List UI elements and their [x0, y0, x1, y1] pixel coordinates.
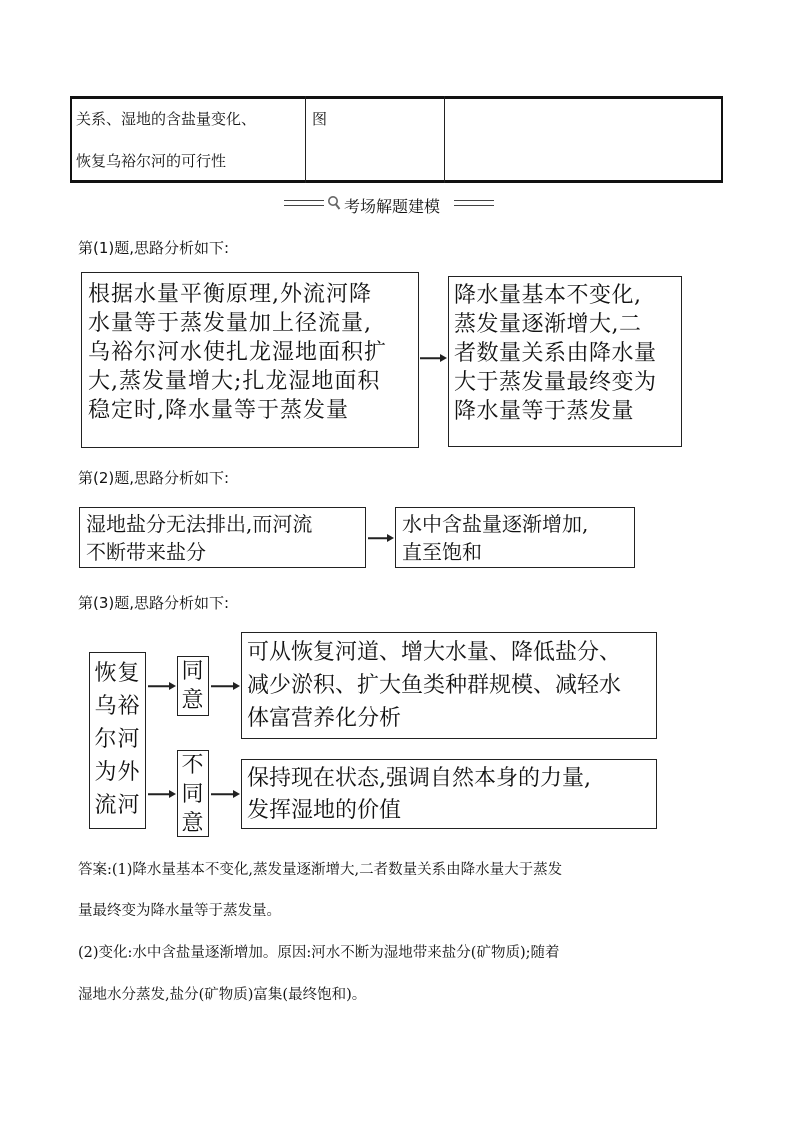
magnifier-icon [327, 195, 341, 211]
q2-left-box: 湿地盐分无法排出,而河流 不断带来盐分 [79, 507, 366, 568]
q3-agree-arrow [148, 680, 176, 692]
top-table-right-border [721, 96, 723, 183]
q3-disagree-box: 不 同 意 [177, 750, 209, 837]
top-table-border-top [70, 96, 723, 99]
header-rule-right [454, 200, 494, 206]
section-header-title: 考场解题建模 [344, 197, 441, 216]
top-table-left-border [70, 96, 72, 183]
top-table-cell-2: 图 [312, 110, 328, 128]
q3-disagree-reason-box: 保持现在状态,强调自然本身的力量, 发挥湿地的价值 [241, 759, 657, 829]
q3-heading: 第(3)题,思路分析如下: [78, 594, 230, 612]
q1-arrow [420, 352, 447, 364]
q3-disagree-reason-arrow [211, 788, 240, 800]
top-table-cell-1-line-2: 恢复乌裕尔河的可行性 [76, 152, 227, 170]
q1-left-box: 根据水量平衡原理,外流河降 水量等于蒸发量加上径流量, 乌裕尔河水使扎龙湿地面积扩 大,蒸发量增大;扎龙湿地面积 稳定时,降水量等于蒸发量 [81, 272, 419, 448]
q2-heading: 第(2)题,思路分析如下: [78, 469, 230, 487]
q2-right-box: 水中含盐量逐渐增加, 直至饱和 [395, 507, 635, 568]
q3-disagree-arrow [148, 788, 176, 800]
q3-agree-reason-box: 可从恢复河道、增大水量、降低盐分、 减少淤积、扩大鱼类种群规模、减轻水 体富营养化分析 [241, 632, 657, 739]
q1-heading: 第(1)题,思路分析如下: [78, 239, 230, 257]
q3-agree-reason-arrow [211, 680, 240, 692]
q3-root-box: 恢复 乌裕 尔河 为外 流河 [89, 652, 146, 829]
header-rule-left [284, 200, 324, 206]
top-table-cell-1-line-1: 关系、湿地的含盐量变化、 [76, 110, 257, 128]
q1-right-box: 降水量基本不变化, 蒸发量逐渐增大,二 者数量关系由降水量 大于蒸发量最终变为 降水量等于蒸发量 [448, 276, 682, 447]
top-table-divider-1 [305, 96, 306, 183]
top-table-divider-2 [444, 96, 445, 183]
top-table-border-bottom [70, 180, 723, 183]
answer-line-3: (2)变化:水中含盐量逐渐增加。原因:河水不断为湿地带来盐分(矿物质);随着 [78, 945, 560, 961]
q3-agree-box: 同 意 [177, 656, 209, 716]
answer-line-1: 答案:(1)降水量基本不变化,蒸发量逐渐增大,二者数量关系由降水量大于蒸发 [78, 862, 563, 878]
q2-arrow [368, 532, 394, 544]
section-header [284, 194, 494, 214]
answer-line-4: 湿地水分蒸发,盐分(矿物质)富集(最终饱和)。 [78, 987, 367, 1003]
answer-line-2: 量最终变为降水量等于蒸发量。 [78, 903, 281, 919]
